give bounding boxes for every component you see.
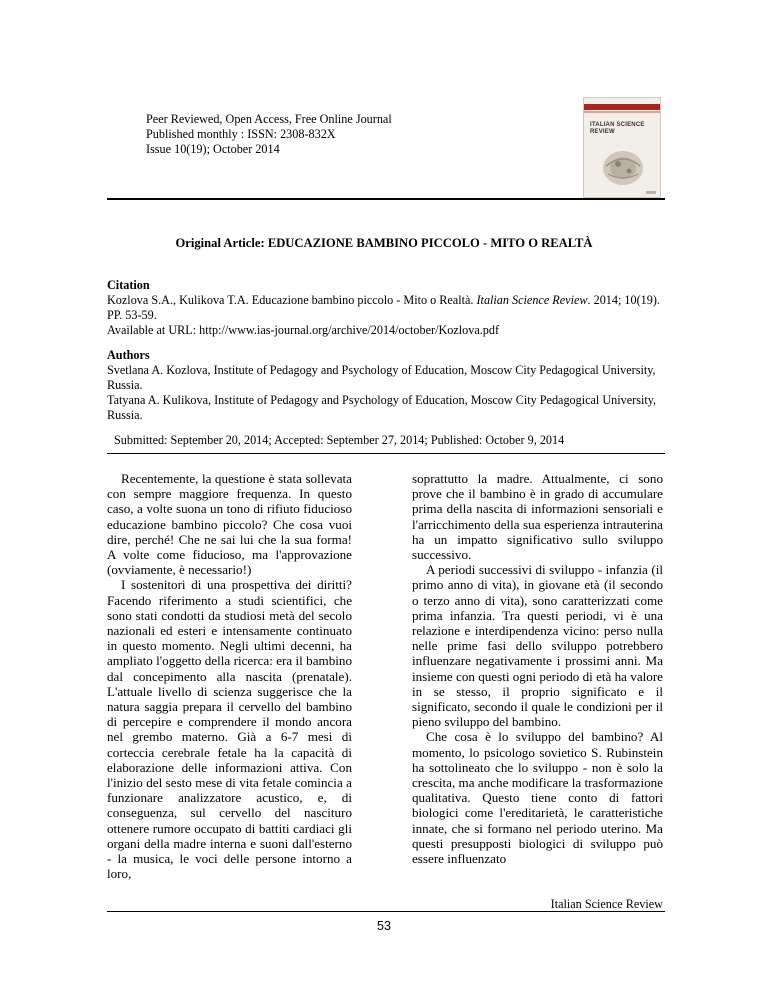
masthead-line-3: Issue 10(19); October 2014 [146, 142, 280, 156]
footer-rule [107, 911, 665, 912]
citation-block [107, 278, 667, 338]
citation-journal: Italian Science Review [476, 293, 588, 307]
cover-band-stripe [584, 111, 660, 113]
cover-footer-mark [646, 191, 656, 194]
citation-url: Available at URL: http://www.ias-journal.org/archive/2014/october/Kozlova.pdf [107, 323, 500, 337]
journal-masthead [146, 112, 392, 157]
author-1: Svetlana A. Kozlova, Institute of Pedagogy and Psychology of Education, Moscow City Pedagogical University, Russia. [107, 363, 656, 392]
authors-heading: Authors [107, 348, 150, 362]
body-paragraph-continued: soprattutto la madre. Attualmente, ci sono prove che il bambino è in grado di accumulare prima della nascita di informazioni sensoriali e l'arricchimento della sua esperienza intrauterina ha un impatto significativo sullo sviluppo successivo. [412, 471, 663, 563]
cover-title: ITALIAN SCIENCE REVIEW [590, 122, 645, 135]
citation-text [107, 293, 667, 323]
body-paragraph: A periodi successivi di sviluppo - infanzia (il primo anno di vita), in giovane età (il secondo o terzo anno di vita), sono caratterizzati come prima infanzia. Tra questi periodi, vi è una relazione e interdipendenza vicino: perso nulla nelle prime fasi dello sviluppo potrebbero influenzare negativamente i prossimi anni. Ma insieme con questi ogni periodo di età ha valore in se stesso, il proprio significato e il significato, secondo il quale le condizioni per il pieno sviluppo del bambino. [412, 562, 663, 730]
submission-dates: Submitted: September 20, 2014; Accepted: September 27, 2014; Published: October 9, 2014 [114, 433, 565, 447]
journal-cover-thumbnail [583, 97, 661, 198]
body-paragraph: I sostenitori di una prospettiva dei diritti? Facendo riferimento a studi scientifici, che sono stati condotti da studiosi metà del secolo nazionali ed esteri e intensamente continuato in questo momento. Negli ultimi decenni, ha ampliato l'oggetto della ricerca: era il bambino dal concepimento alla nascita (prenatale). L'attuale livello di scienza suggerisce che la natura saggia prepara il cervello del bambino di percepire e comprendere il mondo ancora nel grembo materno. Già a 6-7 mesi di corteccia cerebrale fetale ha la capacità di elaborazione delle informazioni attiva. Con l'inizio del sesto mese di vita fetale comincia a funzionare analizzatore acustico, e, di conseguenza, sul cervello del nascituro ottenere rumore occupato di battiti cardiaci gli organi della madre interna e suoni dall'esterno - la musica, le voci delle persone intorno a loro, [107, 577, 352, 882]
article-title: Original Article: EDUCAZIONE BAMBINO PICCOLO - MITO O REALTÀ [175, 236, 593, 250]
cover-globe-art [594, 144, 652, 188]
body-column-right [412, 471, 663, 866]
citation-heading: Citation [107, 278, 150, 292]
cover-red-band [584, 104, 660, 110]
body-paragraph: Recentemente, la questione è stata sollevata con sempre maggiore frequenza. In questo caso, a volte suona un tono di rifiuto fiducioso educazione bambino piccolo? Che cosa vuoi dire, perché! Che ne sai lui che la sua forma! A volte come fiducioso, ma l'approvazione (ovviamente, è necessario!) [107, 471, 352, 578]
body-paragraph: Che cosa è lo sviluppo del bambino? Al momento, lo psicologo sovietico S. Rubinstein ha sottolineato che lo sviluppo - non è solo la crescita, ma anche modificare la trasformazione qualitativa. Questo tiene conto di fattori biologici come l'ereditarietà, le caratteristiche innate, che si formano nel periodo uterino. Ma questi presupposti biologici di sviluppo può essere influenzato [412, 729, 663, 867]
masthead-line-2: Published monthly : ISSN: 2308-832X [146, 127, 336, 141]
masthead-line-1: Peer Reviewed, Open Access, Free Online Journal [146, 112, 392, 126]
authors-block [107, 348, 667, 423]
header-rule [107, 198, 665, 200]
page-number: 53 [377, 919, 391, 933]
author-2: Tatyana A. Kulikova, Institute of Pedagogy and Psychology of Education, Moscow City Pedagogical University, Russia. [107, 393, 657, 422]
body-column-left [107, 471, 352, 881]
dates-rule [107, 453, 665, 454]
citation-authors-title: Kozlova S.A., Kulikova T.A. Educazione bambino piccolo - Mito o Realtà. [107, 293, 477, 307]
footer-journal-name: Italian Science Review [550, 897, 663, 911]
citation-volume: . 2014; 10(19). PP. 53-59. [107, 293, 660, 322]
